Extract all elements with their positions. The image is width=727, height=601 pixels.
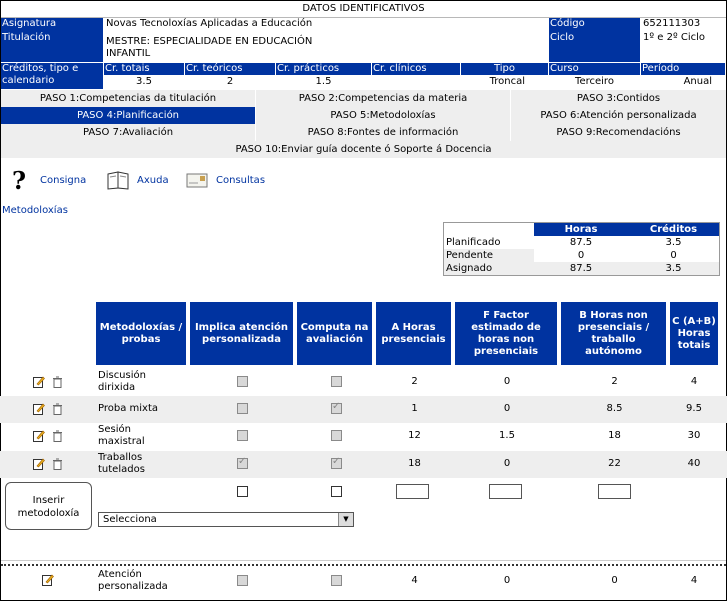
col-header-atencion: Implica atención personalizada [190,302,295,365]
dotted-divider [1,564,726,566]
insert-methodology-button[interactable]: Inserir metodoloxía [5,482,92,530]
pasos-row-1 [1,90,726,107]
trash-icon[interactable] [52,430,63,442]
summary-pendente-horas: 0 [534,249,628,262]
asignatura-label: Asignatura [1,18,103,32]
value-f: 0 [503,458,511,469]
value-b: 8.5 [606,403,623,414]
row-name: Traballos tutelados [98,452,145,475]
new-atencion-checkbox[interactable] [237,486,248,497]
summary-planificado-creditos: 3.5 [665,237,682,248]
atencion-checkbox [237,430,248,441]
value-c: 40 [687,458,701,469]
tab-paso-3[interactable]: PASO 3:Contidos [511,90,726,107]
codigo-label: Código [549,18,640,32]
titulacion-line-2: INFANTIL [106,48,151,59]
value-c: 4 [690,376,698,387]
value-b: 2 [611,376,618,387]
cr-totais-header: Cr. totais [104,63,184,75]
value-a: 18 [408,458,421,469]
atencion-checkbox [237,458,248,469]
atencion-checkbox [237,376,248,387]
summary-table [443,222,720,276]
summary-label-asignado: Asignado [444,262,535,276]
cr-clinicos-value [372,76,460,89]
edit-icon[interactable] [42,574,54,586]
cr-practicos-header: Cr. prácticos [276,63,371,75]
tab-paso-4[interactable]: PASO 4:Planificación [1,107,255,124]
summary-header-horas: Horas [534,223,628,237]
new-hours-a-input[interactable] [396,484,429,499]
edit-icon[interactable] [33,458,45,470]
personalizada-value-c: 4 [690,575,698,586]
creditos-label [1,63,103,89]
personalizada-value-f: 0 [503,575,511,586]
divider [1,560,726,561]
computa-checkbox [331,430,342,441]
tab-paso-9[interactable]: PASO 9:Recomendacións [511,124,726,141]
col-header-f: F Factor estimado de horas non presenciais [455,302,559,365]
new-factor-f-input[interactable] [489,484,522,499]
edit-icon[interactable] [33,376,45,388]
col-header-c: C (A+B) Horas totais [670,302,718,365]
value-c: 9.5 [686,403,702,414]
trash-icon[interactable] [52,458,63,470]
methodology-select-value: Selecciona [103,514,157,525]
personalizada-name: Atención personalizada [98,569,168,592]
col-header-b: B Horas non presenciais / traballo autónomo [561,302,668,365]
periodo-header: Período [641,63,725,75]
table-row [0,396,727,423]
summary-pendente-creditos: 0 [628,249,720,262]
summary-header-empty [444,223,535,237]
titulacion-line-1: MESTRE: ESPECIALIDADE EN EDUCACIÓN [106,36,313,47]
computa-checkbox [331,376,342,387]
table-row [0,451,727,478]
pasos-row-2 [1,107,726,124]
page-title: DATOS IDENTIFICATIVOS [1,1,726,18]
creditos-label-line-1: Créditos, tipo e [2,63,79,74]
col-header-a: A Horas presenciais [376,302,453,365]
tab-paso-5[interactable]: PASO 5:Metodoloxías [256,107,510,124]
curso-value: Terceiro [549,76,640,89]
tab-paso-6[interactable]: PASO 6:Atención personalizada [511,107,726,124]
trash-icon[interactable] [52,376,63,388]
chevron-down-icon[interactable]: ▼ [338,513,353,526]
cr-teoricos-value: 2 [185,76,275,89]
cr-clinicos-header: Cr. clínicos [372,63,460,75]
row-name: Sesión maxistral [98,424,145,447]
cr-practicos-value: 1.5 [276,76,371,89]
pasos-row-3 [1,124,726,141]
envelope-icon[interactable] [186,173,208,188]
cr-teoricos-header: Cr. teóricos [185,63,275,75]
value-f: 1.5 [499,430,515,441]
table-row [0,368,727,395]
tab-paso-8[interactable]: PASO 8:Fontes de información [256,124,510,141]
value-a: 2 [411,376,418,387]
ciclo-value: 1º e 2º Ciclo [641,32,725,62]
pasos-row-4 [1,141,726,158]
personalizada-value-a: 4 [411,575,418,586]
tipo-header: Tipo [461,63,548,75]
col-header-computa: Computa na avaliación [297,302,374,365]
methodology-select[interactable] [98,512,354,527]
value-b: 18 [608,430,621,441]
codigo-value: 652111303 [641,18,725,32]
section-title: Metodoloxías [2,205,68,216]
tipo-value: Troncal [461,76,548,89]
value-f: 0 [503,376,511,387]
personalizada-computa-checkbox [331,575,342,586]
trash-icon[interactable] [52,403,63,415]
asignatura-value: Novas Tecnoloxías Aplicadas a Educación [104,18,549,32]
edit-icon[interactable] [33,430,45,442]
summary-header-creditos: Créditos [628,223,720,237]
summary-asignado-horas: 87.5 [534,262,628,276]
summary-asignado-creditos: 3.5 [628,262,720,276]
question-mark-icon[interactable]: ? [12,166,27,195]
book-icon[interactable] [106,170,130,190]
summary-label-pendente: Pendente [444,249,535,262]
value-c: 30 [687,430,701,441]
consultas-link[interactable]: Consultas [216,175,266,186]
titulacion-value [104,32,549,62]
creditos-label-line-2: calendario [2,75,55,86]
tab-paso-7[interactable]: PASO 7:Avaliación [1,124,255,141]
tab-paso-10[interactable]: PASO 10:Enviar guía docente ó Soporte á Docencia [1,141,726,158]
ciclo-label: Ciclo [549,32,640,62]
personalizada-atencion-checkbox [237,575,248,586]
tab-paso-2[interactable]: PASO 2:Competencias da materia [256,90,510,107]
axuda-link[interactable]: Axuda [137,175,169,186]
periodo-value: Anual [641,76,725,89]
row-name: Discusión dirixida [98,370,146,393]
edit-icon[interactable] [33,403,45,415]
new-hours-b-input[interactable] [598,484,631,499]
titulacion-label: Titulación [1,32,103,62]
cr-totais-value: 3.5 [104,76,184,89]
col-header-metodoloxias: Metodoloxías / probas [96,302,188,365]
value-a: 1 [411,403,418,414]
consigna-link[interactable]: Consigna [40,175,87,186]
computa-checkbox [331,458,342,469]
computa-checkbox [331,403,342,414]
summary-label-planificado: Planificado [446,237,501,248]
value-b: 22 [608,458,621,469]
personalizada-value-b: 0 [611,575,618,586]
atencion-checkbox [237,403,248,414]
row-name: Proba mixta [98,403,159,414]
summary-planificado-horas: 87.5 [569,237,593,248]
curso-header: Curso [549,63,640,75]
value-f: 0 [503,403,511,414]
tab-paso-1[interactable]: PASO 1:Competencias da titulación [1,90,255,107]
new-computa-checkbox[interactable] [331,486,342,497]
value-a: 12 [408,430,421,441]
table-row [0,423,727,450]
